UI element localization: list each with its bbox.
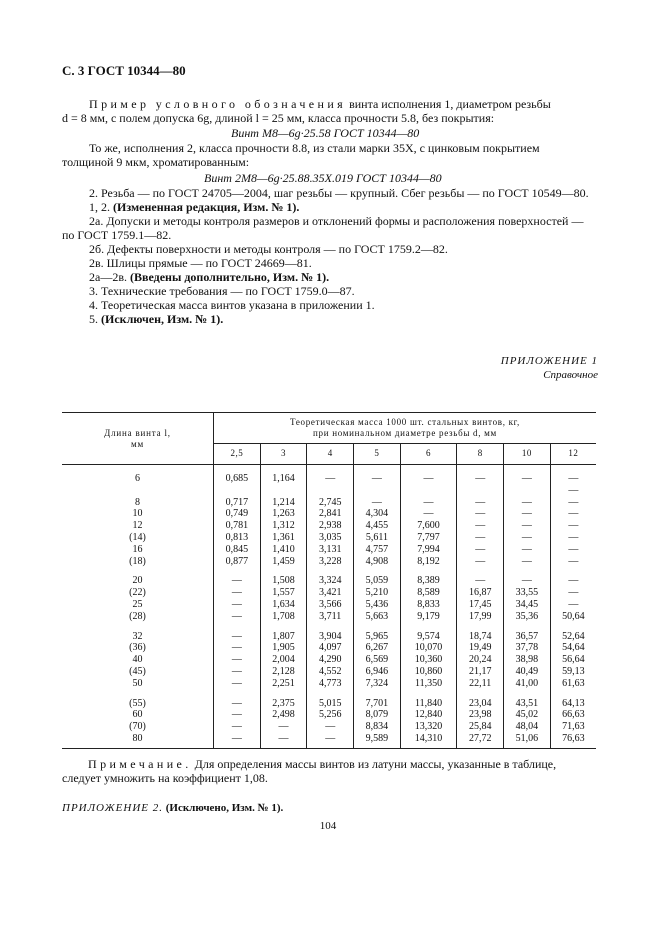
mass-cell: 76,63 (550, 733, 596, 745)
length-cell: 60 (62, 709, 214, 721)
designation-2: Винт 2М8—6g·25.88.35Х.019 ГОСТ 10344—80 (204, 171, 442, 185)
clause-2a-line-2: по ГОСТ 1759.1—82. (62, 228, 172, 242)
mass-cell: 4,552 (307, 666, 354, 678)
mass-cell: 45,02 (504, 709, 551, 721)
mass-cell: 0,749 (214, 508, 261, 520)
length-cell: 50 (62, 678, 214, 690)
mass-cell: 2,128 (260, 666, 307, 678)
mass-cell: — (214, 698, 261, 710)
table-row (62, 666, 596, 678)
mass-cell: 23,98 (457, 709, 504, 721)
table-row (62, 678, 596, 690)
mass-cell: 7,797 (400, 532, 457, 544)
mass-cell: 3,035 (307, 532, 354, 544)
mass-cell: 38,98 (504, 654, 551, 666)
mass-cell: 2,938 (307, 520, 354, 532)
mass-cell: 3,711 (307, 611, 354, 623)
mass-cell: 50,64 (550, 611, 596, 623)
mass-cell: — (550, 520, 596, 532)
mass-cell: — (504, 532, 551, 544)
table-row (62, 599, 596, 611)
mass-cell: 1,312 (260, 520, 307, 532)
mass-cell: 1,263 (260, 508, 307, 520)
mass-cell: — (457, 520, 504, 532)
mass-cell: 7,994 (400, 544, 457, 556)
page-number: 104 (319, 820, 337, 832)
example-line-1-text: винта исполнения 1, диаметром резьбы (346, 97, 551, 111)
mass-cell: — (457, 556, 504, 568)
mass-cell: 5,059 (354, 575, 401, 587)
mass-cell (504, 485, 551, 497)
mass-cell: 0,685 (214, 473, 261, 485)
mass-cell: — (214, 654, 261, 666)
note-text: Для определения массы винтов из латуни массы, указанные в таблице, следует умножить на коэффициент 1,08. (62, 757, 557, 785)
mass-cell: — (550, 556, 596, 568)
mass-cell: — (550, 473, 596, 485)
mass-cell: 1,807 (260, 631, 307, 643)
mass-cell: — (214, 587, 261, 599)
mass-cell: 5,611 (354, 532, 401, 544)
diameter-header: 6 (400, 444, 457, 465)
diameter-header: 12 (550, 444, 596, 465)
mass-cell: — (504, 544, 551, 556)
mass-cell: 18,74 (457, 631, 504, 643)
table-row (62, 497, 596, 509)
page-header: С. 3 ГОСТ 10344—80 (62, 63, 186, 78)
table-row (62, 575, 596, 587)
example-line-1 (89, 97, 551, 111)
mass-cell: 66,63 (550, 709, 596, 721)
table-note (62, 757, 596, 785)
designation-1: Винт М8—6g·25.58 ГОСТ 10344—80 (231, 126, 420, 140)
length-header-line-2: мм (131, 438, 144, 449)
mass-cell: — (504, 508, 551, 520)
length-cell: 10 (62, 508, 214, 520)
mass-cell: — (457, 575, 504, 587)
mass-cell: 37,78 (504, 642, 551, 654)
mass-cell: 1,410 (260, 544, 307, 556)
mass-cell: 3,421 (307, 587, 354, 599)
diameter-header: 3 (260, 444, 307, 465)
mass-cell: — (457, 497, 504, 509)
diameter-header: 8 (457, 444, 504, 465)
mass-cell: — (214, 575, 261, 587)
length-cell: (14) (62, 532, 214, 544)
example-line-2: d = 8 мм, с полем допуска 6g, длиной l = 25 мм, класса прочности 5.8, без покрытия: (62, 111, 495, 125)
clause-4: 4. Теоретическая масса винтов указана в приложении 1. (89, 298, 375, 312)
mass-cell (354, 485, 401, 497)
clause-2a-2v-label: 2а—2в. (89, 270, 130, 284)
mass-cell: 8,192 (400, 556, 457, 568)
table-row (62, 611, 596, 623)
mass-column-header (214, 413, 597, 444)
mass-cell: — (504, 575, 551, 587)
clause-5-label: 5. (89, 312, 101, 326)
mass-cell: 16,87 (457, 587, 504, 599)
length-cell (62, 485, 214, 497)
mass-cell: 48,04 (504, 721, 551, 733)
length-header-line-1: Длина винта l, (104, 427, 171, 438)
mass-cell: 1,214 (260, 497, 307, 509)
mass-cell: 5,436 (354, 599, 401, 611)
mass-cell: 10,070 (400, 642, 457, 654)
clause-2a-2v-status: (Введены дополнительно, Изм. № 1). (130, 270, 330, 284)
mass-cell: 17,45 (457, 599, 504, 611)
mass-cell: — (550, 532, 596, 544)
mass-cell (307, 485, 354, 497)
mass-cell: 0,781 (214, 520, 261, 532)
length-cell: (22) (62, 587, 214, 599)
mass-cell: 7,324 (354, 678, 401, 690)
length-column-header (62, 413, 214, 465)
table-row (62, 654, 596, 666)
mass-cell: — (214, 642, 261, 654)
mass-cell: 3,324 (307, 575, 354, 587)
mass-cell: 7,701 (354, 698, 401, 710)
mass-cell: — (260, 721, 307, 733)
mass-cell: 1,905 (260, 642, 307, 654)
mass-cell: 0,845 (214, 544, 261, 556)
table-row (62, 520, 596, 532)
diameter-header: 5 (354, 444, 401, 465)
mass-cell: 5,210 (354, 587, 401, 599)
table-row (62, 544, 596, 556)
mass-cell: — (504, 556, 551, 568)
mass-cell: — (457, 508, 504, 520)
spacer-row (62, 623, 596, 631)
mass-cell: — (504, 497, 551, 509)
clause-5 (89, 312, 223, 326)
mass-cell: — (214, 733, 261, 745)
mass-cell: 14,310 (400, 733, 457, 745)
mass-cell: 8,589 (400, 587, 457, 599)
clause-2v: 2в. Шлицы прямые — по ГОСТ 24669—81. (89, 256, 312, 270)
mass-cell: 2,498 (260, 709, 307, 721)
table-row (62, 473, 596, 485)
mass-cell: — (550, 508, 596, 520)
table-row (62, 733, 596, 745)
mass-cell: — (550, 599, 596, 611)
table-row (62, 631, 596, 643)
mass-cell: 5,965 (354, 631, 401, 643)
mass-table-body (62, 465, 596, 749)
mass-cell: 2,251 (260, 678, 307, 690)
length-cell: 16 (62, 544, 214, 556)
clause-2a-line-1: 2а. Допуски и методы контроля размеров и отклонений формы и расположения поверхностей — (89, 214, 584, 228)
example-line-3: То же, исполнения 2, класса прочности 8.8, из стали марки 35Х, с цинковым покрытием (89, 141, 540, 155)
clause-3: 3. Технические требования — по ГОСТ 1759.0—87. (89, 284, 355, 298)
clause-1-2-amendment (89, 200, 299, 214)
appendix-2-status: (Исключено, Изм. № 1). (162, 802, 284, 814)
mass-cell: 4,290 (307, 654, 354, 666)
mass-cell: 10,860 (400, 666, 457, 678)
mass-cell: 61,63 (550, 678, 596, 690)
mass-cell: 5,256 (307, 709, 354, 721)
mass-cell: 8,389 (400, 575, 457, 587)
mass-cell: 1,557 (260, 587, 307, 599)
mass-cell: — (550, 485, 596, 497)
length-cell: 8 (62, 497, 214, 509)
length-cell: (36) (62, 642, 214, 654)
mass-cell: 4,304 (354, 508, 401, 520)
appendix-1-title: ПРИЛОЖЕНИЕ 1 (500, 355, 598, 367)
mass-cell: — (550, 575, 596, 587)
mass-cell: — (260, 733, 307, 745)
mass-table (62, 412, 596, 749)
mass-cell: 1,361 (260, 532, 307, 544)
mass-cell: — (400, 473, 457, 485)
mass-cell: 34,45 (504, 599, 551, 611)
mass-cell: 40,49 (504, 666, 551, 678)
mass-cell: 1,634 (260, 599, 307, 611)
example-label: Пример условного обозначения (89, 97, 347, 111)
table-row (62, 587, 596, 599)
mass-cell: 19,49 (457, 642, 504, 654)
mass-cell: 10,360 (400, 654, 457, 666)
spacer-row (62, 567, 596, 575)
mass-cell: — (550, 497, 596, 509)
mass-cell: 6,946 (354, 666, 401, 678)
mass-cell: 8,834 (354, 721, 401, 733)
mass-cell: 27,72 (457, 733, 504, 745)
mass-cell: 2,375 (260, 698, 307, 710)
mass-cell: — (214, 678, 261, 690)
mass-cell: 7,600 (400, 520, 457, 532)
mass-cell: — (504, 473, 551, 485)
mass-cell: — (214, 631, 261, 643)
mass-cell: 33,55 (504, 587, 551, 599)
mass-cell: 9,589 (354, 733, 401, 745)
mass-cell (400, 485, 457, 497)
mass-cell: 4,455 (354, 520, 401, 532)
appendix-1-subtitle: Справочное (543, 369, 598, 381)
mass-cell: — (400, 508, 457, 520)
clause-1-2-label: 1, 2. (89, 200, 113, 214)
length-cell: (70) (62, 721, 214, 733)
length-cell: (18) (62, 556, 214, 568)
clause-1-2-status: (Измененная редакция, Изм. № 1). (113, 200, 300, 214)
length-cell: 25 (62, 599, 214, 611)
table-row (62, 532, 596, 544)
mass-cell: 8,833 (400, 599, 457, 611)
mass-cell: 6,267 (354, 642, 401, 654)
mass-cell: — (214, 666, 261, 678)
mass-cell (260, 485, 307, 497)
mass-cell: — (457, 473, 504, 485)
table-row (62, 721, 596, 733)
mass-cell: 6,569 (354, 654, 401, 666)
mass-cell: 5,663 (354, 611, 401, 623)
diameter-header: 2,5 (214, 444, 261, 465)
appendix-2-line (62, 802, 283, 814)
mass-cell: 36,57 (504, 631, 551, 643)
mass-cell: — (457, 532, 504, 544)
mass-cell: — (214, 611, 261, 623)
clause-2: 2. Резьба — по ГОСТ 24705—2004, шаг резьбы — крупный. Сбег резьбы — по ГОСТ 10549—80. (89, 186, 589, 200)
mass-cell: — (550, 587, 596, 599)
mass-cell: — (550, 544, 596, 556)
appendix-2-title: ПРИЛОЖЕНИЕ 2. (62, 802, 163, 814)
mass-cell: 64,13 (550, 698, 596, 710)
clause-2b: 2б. Дефекты поверхности и методы контроля — по ГОСТ 1759.2—82. (89, 242, 448, 256)
mass-cell: 25,84 (457, 721, 504, 733)
length-cell: 32 (62, 631, 214, 643)
mass-cell: — (214, 721, 261, 733)
mass-cell: 3,904 (307, 631, 354, 643)
mass-cell: — (214, 599, 261, 611)
mass-cell: 4,773 (307, 678, 354, 690)
mass-cell: 1,708 (260, 611, 307, 623)
example-line-4: толщиной 9 мкм, хроматированным: (62, 155, 250, 169)
mass-cell: 11,840 (400, 698, 457, 710)
table-row (62, 485, 596, 497)
note-label: Примечание. (88, 757, 192, 771)
mass-cell: 20,24 (457, 654, 504, 666)
mass-cell: 1,508 (260, 575, 307, 587)
spacer-row (62, 465, 596, 474)
mass-cell: — (504, 520, 551, 532)
mass-cell: 41,00 (504, 678, 551, 690)
table-row (62, 698, 596, 710)
mass-cell: 4,908 (354, 556, 401, 568)
mass-cell: 43,51 (504, 698, 551, 710)
mass-cell: — (307, 733, 354, 745)
mass-cell: 71,63 (550, 721, 596, 733)
mass-header-line-2: при номинальном диаметре резьбы d, мм (313, 428, 497, 438)
length-cell: 6 (62, 473, 214, 485)
length-cell: (45) (62, 666, 214, 678)
mass-cell: — (354, 497, 401, 509)
mass-cell: 51,06 (504, 733, 551, 745)
spacer-row (62, 690, 596, 698)
mass-cell: 21,17 (457, 666, 504, 678)
length-cell: 80 (62, 733, 214, 745)
mass-cell: 2,004 (260, 654, 307, 666)
length-cell: 20 (62, 575, 214, 587)
mass-cell: 52,64 (550, 631, 596, 643)
mass-cell: 35,36 (504, 611, 551, 623)
length-cell: 40 (62, 654, 214, 666)
mass-cell: 3,131 (307, 544, 354, 556)
mass-cell: — (307, 721, 354, 733)
mass-cell: — (214, 709, 261, 721)
mass-cell: 12,840 (400, 709, 457, 721)
mass-cell: 4,757 (354, 544, 401, 556)
mass-cell: 59,13 (550, 666, 596, 678)
mass-cell: 56,64 (550, 654, 596, 666)
length-cell: (55) (62, 698, 214, 710)
mass-cell: 2,841 (307, 508, 354, 520)
mass-cell: 9,179 (400, 611, 457, 623)
mass-cell: 8,079 (354, 709, 401, 721)
mass-cell: — (354, 473, 401, 485)
mass-cell: 0,717 (214, 497, 261, 509)
mass-cell: 0,877 (214, 556, 261, 568)
mass-cell: 3,228 (307, 556, 354, 568)
diameter-header: 4 (307, 444, 354, 465)
mass-cell: 2,745 (307, 497, 354, 509)
mass-cell: — (307, 473, 354, 485)
mass-cell: 5,015 (307, 698, 354, 710)
mass-cell: 1,164 (260, 473, 307, 485)
mass-cell: — (400, 497, 457, 509)
mass-cell: 17,99 (457, 611, 504, 623)
mass-cell: 22,11 (457, 678, 504, 690)
mass-cell: 1,459 (260, 556, 307, 568)
table-row (62, 508, 596, 520)
mass-cell (214, 485, 261, 497)
length-cell: 12 (62, 520, 214, 532)
mass-cell: 13,320 (400, 721, 457, 733)
clause-2a-2v-amendment (89, 270, 329, 284)
diameter-header: 10 (504, 444, 551, 465)
mass-cell: 54,64 (550, 642, 596, 654)
mass-cell: 11,350 (400, 678, 457, 690)
table-row (62, 642, 596, 654)
table-row (62, 709, 596, 721)
clause-5-status: (Исключен, Изм. № 1). (101, 312, 224, 326)
mass-cell: 9,574 (400, 631, 457, 643)
mass-cell: 0,813 (214, 532, 261, 544)
mass-cell (457, 485, 504, 497)
length-cell: (28) (62, 611, 214, 623)
mass-cell: 4,097 (307, 642, 354, 654)
mass-cell: 23,04 (457, 698, 504, 710)
mass-cell: 3,566 (307, 599, 354, 611)
spacer-row (62, 745, 596, 749)
table-row (62, 556, 596, 568)
mass-cell: — (457, 544, 504, 556)
mass-header-line-1: Теоретическая масса 1000 шт. стальных винтов, кг, (289, 417, 521, 427)
